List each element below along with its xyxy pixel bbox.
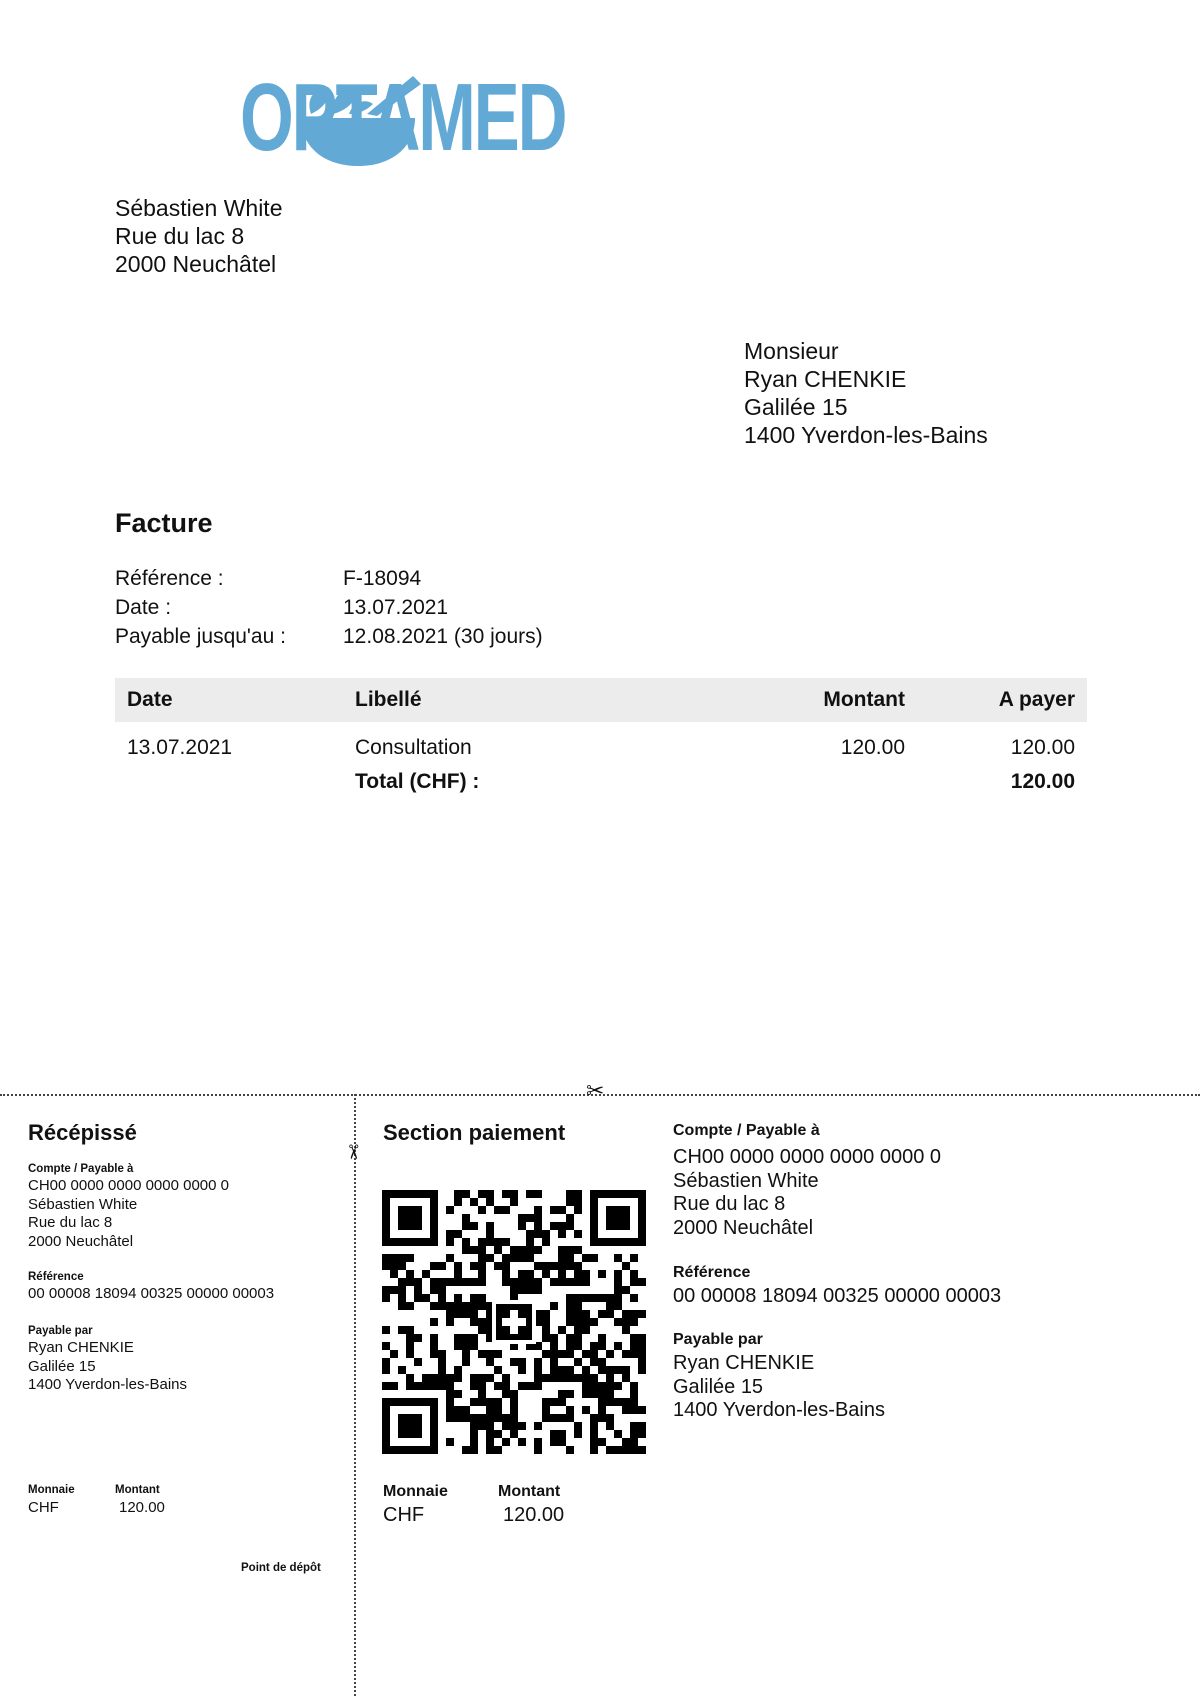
sender-line: 2000 Neuchâtel [115,251,277,277]
receipt-payer [28,1339,187,1395]
payment-amount: 120.00 [503,1504,565,1526]
table-header [115,678,1087,722]
payment-currency: CHF [383,1504,425,1526]
receipt-reference: 00 00008 18094 00325 00000 00003 [28,1285,275,1302]
payment-account-line: Sébastien White [673,1169,819,1192]
payment-currency-label: Monnaie [383,1483,448,1500]
receipt-payer-line: 1400 Yverdon-les-Bains [28,1376,187,1393]
sender-line: Rue du lac 8 [115,223,245,249]
receipt-account [28,1177,229,1251]
payment-payer-line: Galilée 15 [673,1375,764,1398]
scissors-icon: ✂ [341,1143,364,1161]
receipt-payer-line: Galilée 15 [28,1357,96,1375]
payment-account-label: Compte / Payable à [673,1122,820,1139]
receipt-account-label: Compte / Payable à [28,1163,134,1175]
receipt-amount: 120.00 [119,1499,165,1516]
payment-account-line: 2000 Neuchâtel [673,1216,814,1239]
payment-reference-label: Référence [673,1264,751,1281]
receipt-title: Récépissé [28,1120,137,1145]
recipient-line: 1400 Yverdon-les-Bains [744,422,988,448]
brand-name: OPTAMED [240,64,566,171]
payment-amount-label: Montant [498,1483,561,1500]
payment-payer-line: 1400 Yverdon-les-Bains [673,1399,885,1421]
receipt-reference-label: Référence [28,1271,84,1283]
payment-payer [673,1352,885,1423]
cut-line-vertical [354,1094,356,1696]
col-to-pay: A payer [998,688,1075,711]
qr-code [382,1190,646,1454]
row-amount: 120.00 [840,736,905,759]
meta-due-value: 12.08.2021 (30 jours) [343,625,543,648]
receipt-account-line: CH00 0000 0000 0000 0000 0 [28,1177,230,1194]
col-label: Libellé [355,688,422,711]
invoice-table [115,678,1087,810]
total-value: 120.00 [1010,770,1075,793]
receipt-amount-label: Montant [115,1484,160,1496]
row-to-pay: 120.00 [1010,736,1075,759]
table-row [115,726,1087,768]
row-date: 13.07.2021 [127,736,233,759]
recipient-line: Galilée 15 [744,394,848,420]
receipt-payer-label: Payable par [28,1325,93,1337]
col-amount: Montant [823,688,905,711]
total-row [115,768,1087,810]
receipt-account-line: 2000 Neuchâtel [28,1232,134,1250]
payment-account-line: Rue du lac 8 [673,1193,786,1215]
payment-account [673,1146,941,1240]
recipient-address [744,337,988,449]
meta-reference-label: Référence : [115,567,224,590]
recipient-line: Monsieur [744,338,839,364]
scissors-icon: ✂ [586,1078,605,1103]
payment-title: Section paiement [383,1120,566,1145]
receipt-account-line: Rue du lac 8 [28,1214,113,1231]
meta-date-label: Date : [115,596,172,619]
meta-date-value: 13.07.2021 [343,596,449,619]
receipt-payer-line: Ryan CHENKIE [28,1339,134,1356]
receipt-currency: CHF [28,1499,59,1516]
payment-account-line: CH00 0000 0000 0000 0000 0 [673,1146,942,1168]
total-label: Total (CHF) : [355,770,480,793]
payment-reference: 00 00008 18094 00325 00000 00003 [673,1285,1002,1307]
row-label: Consultation [355,736,472,759]
sender-address [115,194,282,278]
payment-payer-line: Ryan CHENKIE [673,1352,815,1374]
recipient-line: Ryan CHENKIE [744,366,907,392]
invoice-title: Facture [115,508,213,538]
meta-due-label: Payable jusqu'au : [115,625,286,648]
payment-payer-label: Payable par [673,1331,763,1348]
receipt-deposit-label: Point de dépôt [241,1562,321,1574]
receipt-currency-label: Monnaie [28,1484,75,1496]
meta-reference-value: F-18094 [343,567,422,590]
sender-line: Sébastien White [115,195,283,221]
col-date: Date [127,688,173,711]
receipt-account-line: Sébastien White [28,1195,138,1213]
